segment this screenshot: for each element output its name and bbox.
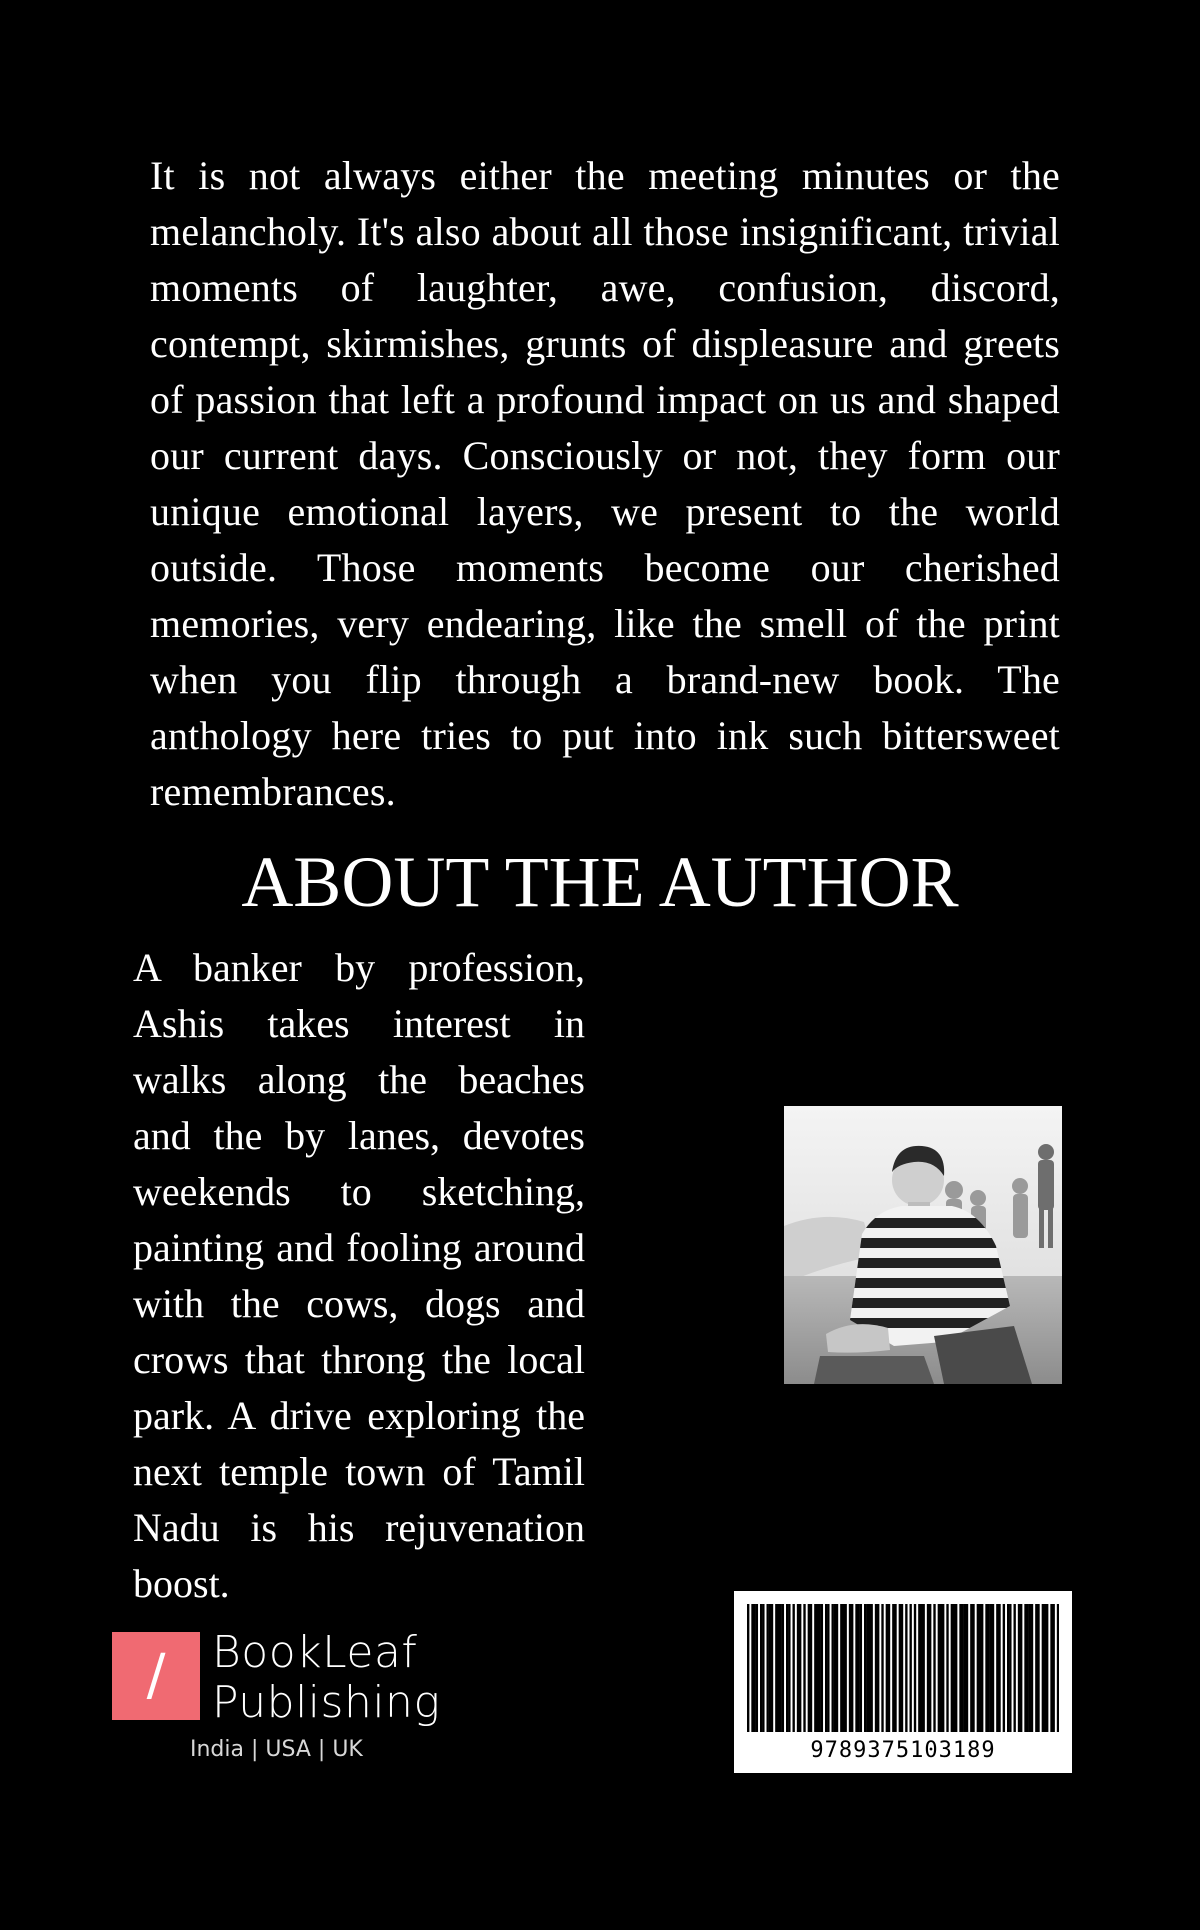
barcode-bar [1035, 1604, 1037, 1732]
barcode-bar [825, 1604, 827, 1732]
barcode-bar [864, 1604, 866, 1732]
publisher-logo [112, 1628, 472, 1778]
barcode-bar [860, 1604, 862, 1732]
barcode-bar [1024, 1604, 1026, 1732]
barcode-bar [886, 1604, 888, 1732]
barcode-bar [1020, 1604, 1022, 1732]
barcode-bar [866, 1604, 868, 1732]
barcode-bar [788, 1604, 790, 1732]
barcode-bar [972, 1604, 974, 1732]
barcode-bar [832, 1604, 834, 1732]
barcode-bar [920, 1604, 922, 1732]
barcode-bar [836, 1604, 838, 1732]
barcode-bar [756, 1604, 758, 1732]
barcode-bar [797, 1604, 799, 1732]
barcode-bar [1046, 1604, 1048, 1732]
barcode-bar [1003, 1604, 1005, 1732]
barcode-bar [1042, 1604, 1044, 1732]
barcode-bar [840, 1604, 842, 1732]
barcode-bar [1037, 1604, 1039, 1732]
publisher-name [212, 1628, 440, 1728]
barcode-bar [1007, 1604, 1009, 1732]
barcode-bar [955, 1604, 957, 1732]
barcode-bar [1009, 1604, 1011, 1732]
barcode-bar [1057, 1604, 1059, 1732]
barcode-bar [946, 1604, 948, 1732]
barcode-bar [923, 1604, 925, 1732]
barcode-bar [938, 1604, 940, 1732]
barcode-bar [1018, 1604, 1020, 1732]
author-portrait-photo [784, 1106, 1062, 1384]
barcode-bar [851, 1604, 853, 1732]
barcode-bar [767, 1604, 769, 1732]
barcode-bar [842, 1604, 844, 1732]
barcode-bar [964, 1604, 966, 1732]
barcode-bar [927, 1604, 929, 1732]
barcode-bar [962, 1604, 964, 1732]
barcode-bar [771, 1604, 773, 1732]
barcode-bar [881, 1604, 883, 1732]
barcode-bar [1029, 1604, 1031, 1732]
about-author-heading: ABOUT THE AUTHOR [241, 842, 959, 922]
barcode-bar [793, 1604, 795, 1732]
barcode-bar [786, 1604, 788, 1732]
isbn-barcode [734, 1591, 1072, 1773]
barcode-bar [871, 1604, 873, 1732]
barcode-bar [814, 1604, 816, 1732]
barcode-bar [979, 1604, 981, 1732]
barcode-bar [1027, 1604, 1029, 1732]
isbn-number: 9789375103189 [810, 1738, 996, 1763]
author-bio: A banker by profession, Ashis takes interest in walks along the beaches and the by lanes, devotes weekends to sketching, painting and fooling around with the cows, dogs and crows that throng the local park. A drive exploring the next temple town of Tamil Nadu is his rejuvenation boost. [133, 945, 585, 1606]
barcode-bar [1014, 1604, 1016, 1732]
barcode-bar [816, 1604, 818, 1732]
barcode-bar [981, 1604, 983, 1732]
barcode-bar [988, 1604, 990, 1732]
barcode-bar [959, 1604, 961, 1732]
barcode-bar [875, 1604, 877, 1732]
barcode-bar [888, 1604, 890, 1732]
barcode-bar [977, 1604, 979, 1732]
barcode-bar [951, 1604, 953, 1732]
barcode-bar [780, 1604, 782, 1732]
barcode-bar [942, 1604, 944, 1732]
publisher-name-line2: Publishing [212, 1677, 441, 1728]
barcode-bar [827, 1604, 829, 1732]
barcode-bar [892, 1604, 894, 1732]
barcode-bar [799, 1604, 801, 1732]
barcode-bar [1031, 1604, 1033, 1732]
barcode-bar [990, 1604, 992, 1732]
barcode-bar [858, 1604, 860, 1732]
barcode-bar [747, 1604, 749, 1732]
barcode-bar [918, 1604, 920, 1732]
barcode-bar [834, 1604, 836, 1732]
barcode-bar [754, 1604, 756, 1732]
barcode-bar [929, 1604, 931, 1732]
back-cover-blurb: It is not always either the meeting minutes or the melancholy. It's also about all those insignificant, trivial moments of laughter, awe, confusion, discord, contempt, skirmishes, grunts of displeasure and greets of passion that left a profound impact on us and shaped our current days. Consciously or not, they form our unique emotional layers, we present to the world outside. Those moments become our cherished memories, very endearing, like the smell of the print when you flip through a brand-new book. The anthology here tries to put into ink such bittersweet remembrances. [150, 153, 1060, 814]
barcode-bar [966, 1604, 968, 1732]
barcode-bar [914, 1604, 916, 1732]
barcode-bar [901, 1604, 903, 1732]
barcode-bar [769, 1604, 771, 1732]
barcode-bar [953, 1604, 955, 1732]
barcode-bar [940, 1604, 942, 1732]
barcode-bar [775, 1604, 777, 1732]
barcode-bar [1044, 1604, 1046, 1732]
barcode-bar [845, 1604, 847, 1732]
barcode-bar [905, 1604, 907, 1732]
barcode-bar [1050, 1604, 1052, 1732]
barcode-bar [782, 1604, 784, 1732]
barcode-bar [808, 1604, 810, 1732]
barcode-bar [777, 1604, 779, 1732]
barcode-bar [998, 1604, 1000, 1732]
barcode-bar [933, 1604, 935, 1732]
isbn-barcode-icon [747, 1604, 1059, 1732]
barcode-bar [760, 1604, 762, 1732]
barcode-bar [855, 1604, 857, 1732]
barcode-bar [810, 1604, 812, 1732]
bookleaf-logo-icon: / [112, 1632, 200, 1720]
barcode-bar [985, 1604, 987, 1732]
barcode-bar [762, 1604, 764, 1732]
barcode-bar [819, 1604, 821, 1732]
barcode-bar [1053, 1604, 1055, 1732]
barcode-bar [894, 1604, 896, 1732]
barcode-bar [821, 1604, 823, 1732]
publisher-regions: India | USA | UK [190, 1737, 363, 1762]
barcode-bar [992, 1604, 994, 1732]
barcode-bar [910, 1604, 912, 1732]
barcode-bar [877, 1604, 879, 1732]
barcode-bar [803, 1604, 805, 1732]
publisher-name-line1: BookLeaf [212, 1627, 418, 1678]
barcode-bar [996, 1604, 998, 1732]
barcode-bar [899, 1604, 901, 1732]
barcode-bar [849, 1604, 851, 1732]
barcode-bar [868, 1604, 870, 1732]
barcode-bar [751, 1604, 753, 1732]
barcode-bar [970, 1604, 972, 1732]
